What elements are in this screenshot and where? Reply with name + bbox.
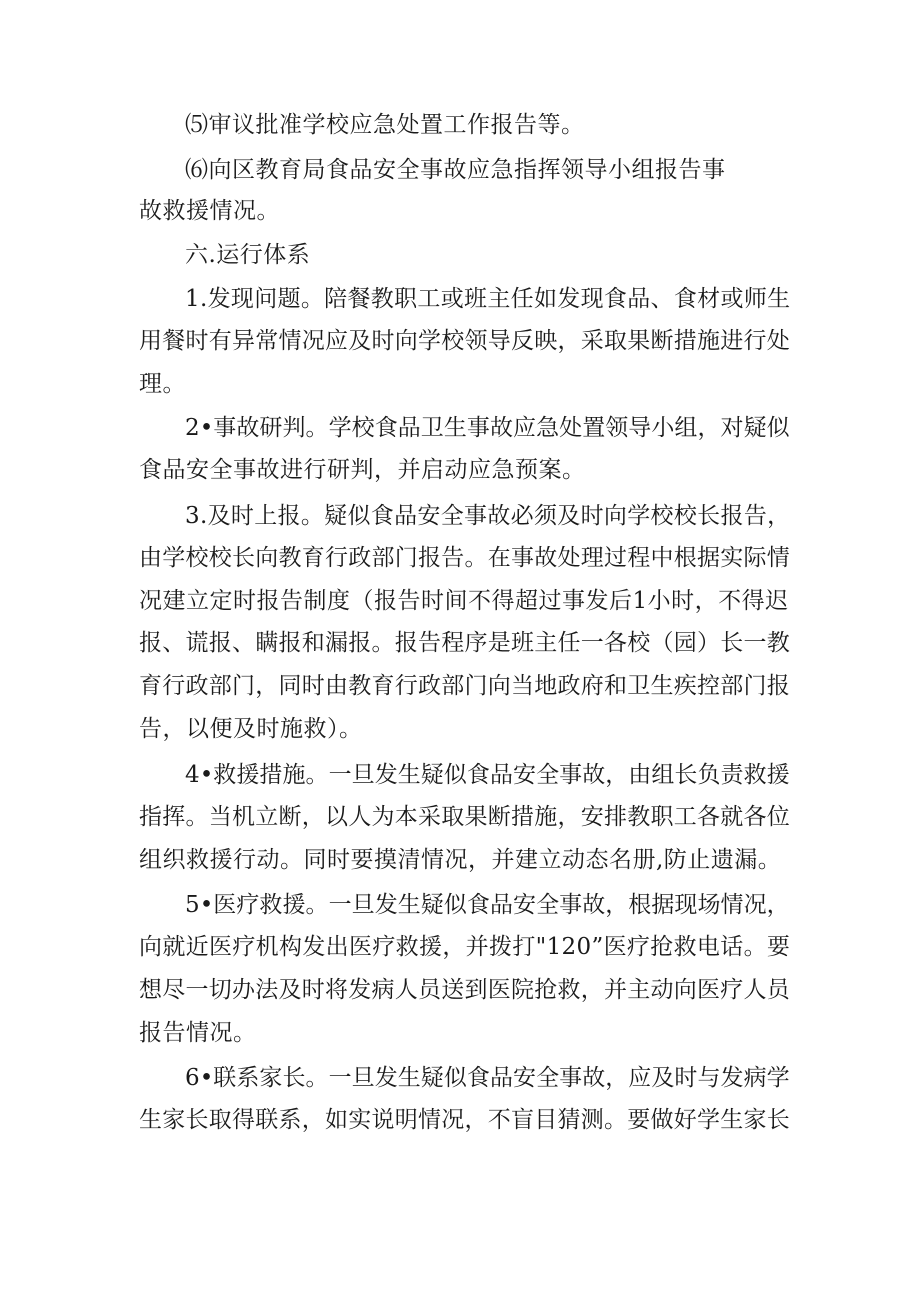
text-line: 食品安全事故进行研判，并启动应急预案。 [139, 457, 586, 483]
text-line: 2•事故研判。学校食品卫生事故应急处置领导小组，对疑似 [185, 415, 790, 441]
text-line: 用餐时有异常情况应及时向学校领导反映，采取果断措施进行处 [139, 328, 790, 354]
text-line: 3.及时上报。疑似食品安全事故必须及时向学校校长报告， [185, 503, 791, 529]
text-line: ⑹向区教育局食品安全事故应急指挥领导小组报告事 [185, 157, 726, 183]
text-line: 报告情况。 [139, 1020, 257, 1046]
text-line: 组织救援行动。同时要摸清情况，并建立动态名册,防止遗漏。 [139, 847, 782, 873]
text-line: 5•医疗救援。一旦发生疑似食品安全事故，根据现场情况， [185, 892, 790, 918]
text-line: 告，以便及时施救）。 [139, 716, 363, 742]
text-line: 育行政部门，同时由教育行政部门向当地政府和卫生疾控部门报 [139, 673, 790, 699]
text-line: ⑸审议批准学校应急处置工作报告等。 [185, 112, 585, 138]
text-line: 故救援情况。 [139, 198, 280, 224]
text-line: 想尽一切办法及时将发病人员送到医院抢救，并主动向医疗人员 [139, 977, 790, 1003]
text-line: 4•救援措施。一旦发生疑似食品安全事故，由组长负责救援 [185, 762, 790, 788]
section-heading: 六.运行体系 [185, 242, 311, 268]
text-line: 况建立定时报告制度（报告时间不得超过事发后1小时，不得迟 [139, 588, 789, 614]
text-line: 由学校校长向教育行政部门报告。在事故处理过程中根据实际情 [139, 545, 790, 571]
text-line: 1.发现问题。陪餐教职工或班主任如发现食品、食材或师生 [185, 286, 791, 312]
text-line: 生家长取得联系，如实说明情况，不盲目猜测。要做好学生家长 [139, 1107, 790, 1133]
text-line: 报、谎报、瞒报和漏报。报告程序是班主任一各校（园）长一教 [139, 630, 790, 656]
text-line: 向就近医疗机构发出医疗救援，并拨打"120”医疗抢救电话。要 [139, 934, 791, 960]
text-line: 6•联系家长。一旦发生疑似食品安全事故，应及时与发病学 [185, 1065, 790, 1091]
text-line: 指挥。当机立断，以人为本采取果断措施，安排教职工各就各位 [139, 804, 790, 830]
text-line: 理。 [139, 371, 186, 397]
